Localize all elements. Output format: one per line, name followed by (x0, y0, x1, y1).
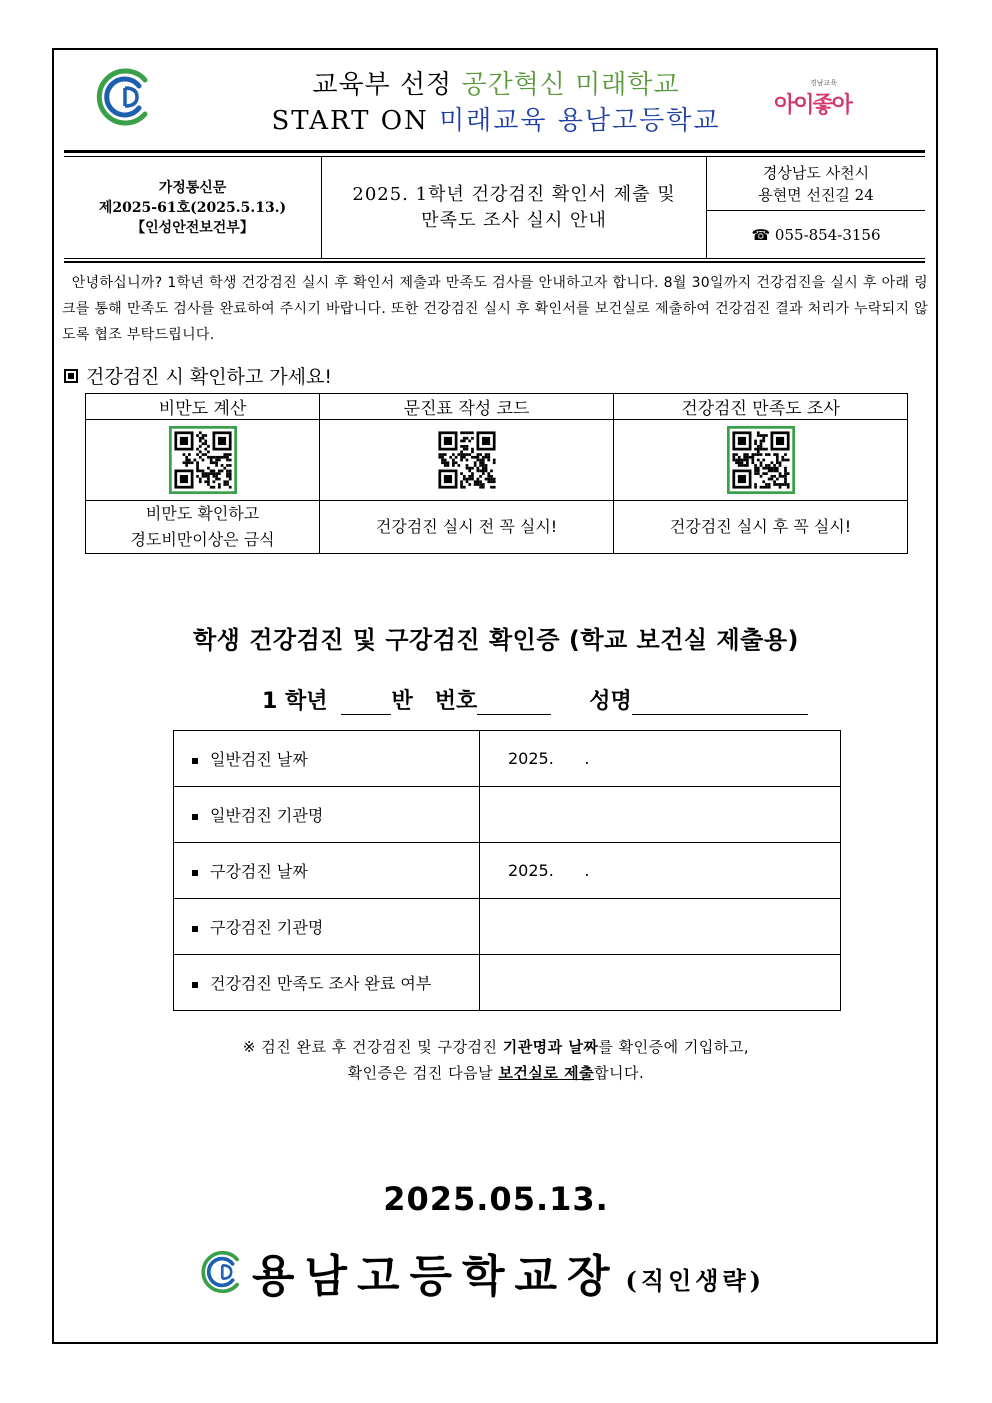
bullet-icon (192, 814, 198, 820)
student-info-line (262, 684, 808, 715)
class-label: 반 (391, 689, 413, 714)
qr-caption-questionnaire: 건강검진 실시 전 꼭 실시! (320, 501, 614, 554)
newsletter-info (64, 158, 321, 258)
qr-caption-bmi-line-2: 경도비만이상은 금식 (130, 530, 275, 549)
newsletter-number: 제2025-61호(2025.5.13.) (98, 200, 287, 216)
note-line-2-underline: 보건실로 제출 (498, 1064, 595, 1082)
qr-caption-bmi (86, 501, 320, 554)
form-row (174, 955, 841, 1011)
note-line-1-a: ※ 검진 완료 후 건강검진 및 구강검진 (242, 1038, 503, 1056)
qr-cell-bmi (86, 420, 320, 501)
info-bottom-rule (64, 258, 925, 259)
qr-header-bmi: 비만도 계산 (86, 394, 320, 420)
form-label-cell (174, 843, 480, 899)
newsletter-department: 【인성안전보건부】 (131, 220, 254, 236)
form-row (174, 899, 841, 955)
info-bottom-rule-thick (64, 261, 925, 263)
name-label: 성명 (589, 689, 632, 714)
intro-text: 안녕하십니까? 1학년 학생 건강검진 실시 후 확인서 제출과 만족도 검사를 안내하고자 합니다. 8월 30일까지 건강검진을 실시 후 아래 링크를 통해 만족도 검사를 완료하여 주시기 바랍니다. 또한 건강검진 실시 후 확인서를 보건실로 제출하여 건강검진 결과 처리가 누락되지 않도록 협조 부탁드립니다. (62, 275, 928, 343)
info-top-rule-thin (64, 156, 925, 157)
form-row (174, 787, 841, 843)
number-blank[interactable] (477, 688, 551, 715)
newsletter-type: 가정통신문 (158, 180, 227, 196)
newsletter-title-line-2: 만족도 조사 실시 안내 (421, 210, 607, 231)
note-line-2 (0, 1060, 992, 1086)
info-right-divider (707, 210, 925, 211)
school-logo-small-icon (200, 1249, 246, 1295)
section-title (64, 362, 332, 389)
form-value-dental-institution[interactable] (480, 899, 841, 955)
qr-caption-bmi-line-1: 비만도 확인하고 (145, 504, 260, 523)
grade-label: 1 학년 (262, 689, 328, 714)
form-row (174, 843, 841, 899)
certificate-form-table (173, 730, 841, 1011)
logo-right-small-text: 경남교육 (810, 79, 838, 87)
form-label-general-institution: 일반검진 기관명 (210, 806, 324, 825)
qr-caption-satisfaction: 건강검진 실시 후 꼭 실시! (614, 501, 908, 554)
info-top-rule (64, 150, 925, 153)
logo-right-text: 아이좋아 (774, 93, 852, 118)
qr-table-header-row (86, 394, 908, 420)
form-label-dental-date: 구강검진 날짜 (210, 862, 308, 881)
number-label: 번호 (434, 689, 478, 714)
address-line-2: 용현면 선진길 24 (758, 186, 874, 204)
form-label-cell (174, 899, 480, 955)
note-line-1 (0, 1034, 992, 1060)
header-line-2-highlight: 미래교육 용남고등학교 (439, 106, 721, 136)
newsletter-title-line-1: 2025. 1학년 건강검진 확인서 제출 및 (352, 184, 676, 205)
submission-note (0, 1034, 992, 1086)
name-blank[interactable] (632, 688, 808, 715)
qr-cell-satisfaction (614, 420, 908, 501)
form-label-dental-institution: 구강검진 기관명 (210, 918, 324, 937)
qr-code-row (86, 420, 908, 501)
form-value-general-date[interactable]: 2025. . (480, 731, 841, 787)
form-label-cell (174, 787, 480, 843)
bullet-icon (192, 926, 198, 932)
principal-signature (200, 1240, 765, 1304)
school-address (707, 158, 925, 210)
note-line-1-c: 를 확인증에 기입하고, (598, 1038, 750, 1056)
header-line-2-prefix: START ON (271, 106, 440, 136)
form-row (174, 731, 841, 787)
note-line-1-bold: 기관명과 날짜 (502, 1038, 599, 1056)
signer-name: 용남고등학교장 (252, 1251, 620, 1302)
qr-code-bmi-icon[interactable] (169, 426, 237, 494)
gyeongnam-education-logo (770, 78, 854, 122)
qr-code-satisfaction-icon[interactable] (727, 426, 795, 494)
qr-cell-questionnaire (320, 420, 614, 501)
form-value-general-institution[interactable] (480, 787, 841, 843)
address-line-1: 경상남도 사천시 (762, 164, 870, 182)
qr-header-satisfaction: 건강검진 만족도 조사 (614, 394, 908, 420)
header-line-1-prefix: 교육부 선정 (312, 70, 462, 100)
form-value-dental-date[interactable]: 2025. . (480, 843, 841, 899)
form-label-survey-complete: 건강검진 만족도 조사 완료 여부 (210, 974, 432, 993)
certificate-title: 학생 건강검진 및 구강검진 확인증 (학교 보건실 제출용) (193, 626, 799, 654)
bullet-icon (192, 982, 198, 988)
qr-header-questionnaire: 문진표 작성 코드 (320, 394, 614, 420)
form-label-general-date: 일반검진 날짜 (210, 750, 308, 769)
form-label-cell (174, 955, 480, 1011)
note-line-2-a: 확인증은 검진 다음날 (347, 1064, 499, 1082)
qr-table (85, 393, 908, 554)
form-label-cell (174, 731, 480, 787)
bullet-icon (192, 870, 198, 876)
qr-code-questionnaire-icon[interactable] (433, 426, 501, 494)
bullet-icon (192, 758, 198, 764)
section-title-text: 건강검진 시 확인하고 가세요! (86, 366, 332, 388)
issue-date: 2025.05.13. (383, 1180, 609, 1218)
header-line-1-highlight: 공간혁신 미래학교 (461, 70, 680, 100)
square-bullet-icon (64, 369, 78, 383)
school-phone: ☎ 055-854-3156 (751, 226, 881, 244)
note-line-2-c: 합니다. (594, 1064, 645, 1082)
qr-caption-row (86, 501, 908, 554)
class-blank[interactable] (341, 688, 391, 715)
seal-note: (직인생략) (625, 1265, 765, 1295)
form-value-survey-complete[interactable] (480, 955, 841, 1011)
intro-paragraph (62, 270, 928, 348)
newsletter-title (322, 158, 706, 258)
